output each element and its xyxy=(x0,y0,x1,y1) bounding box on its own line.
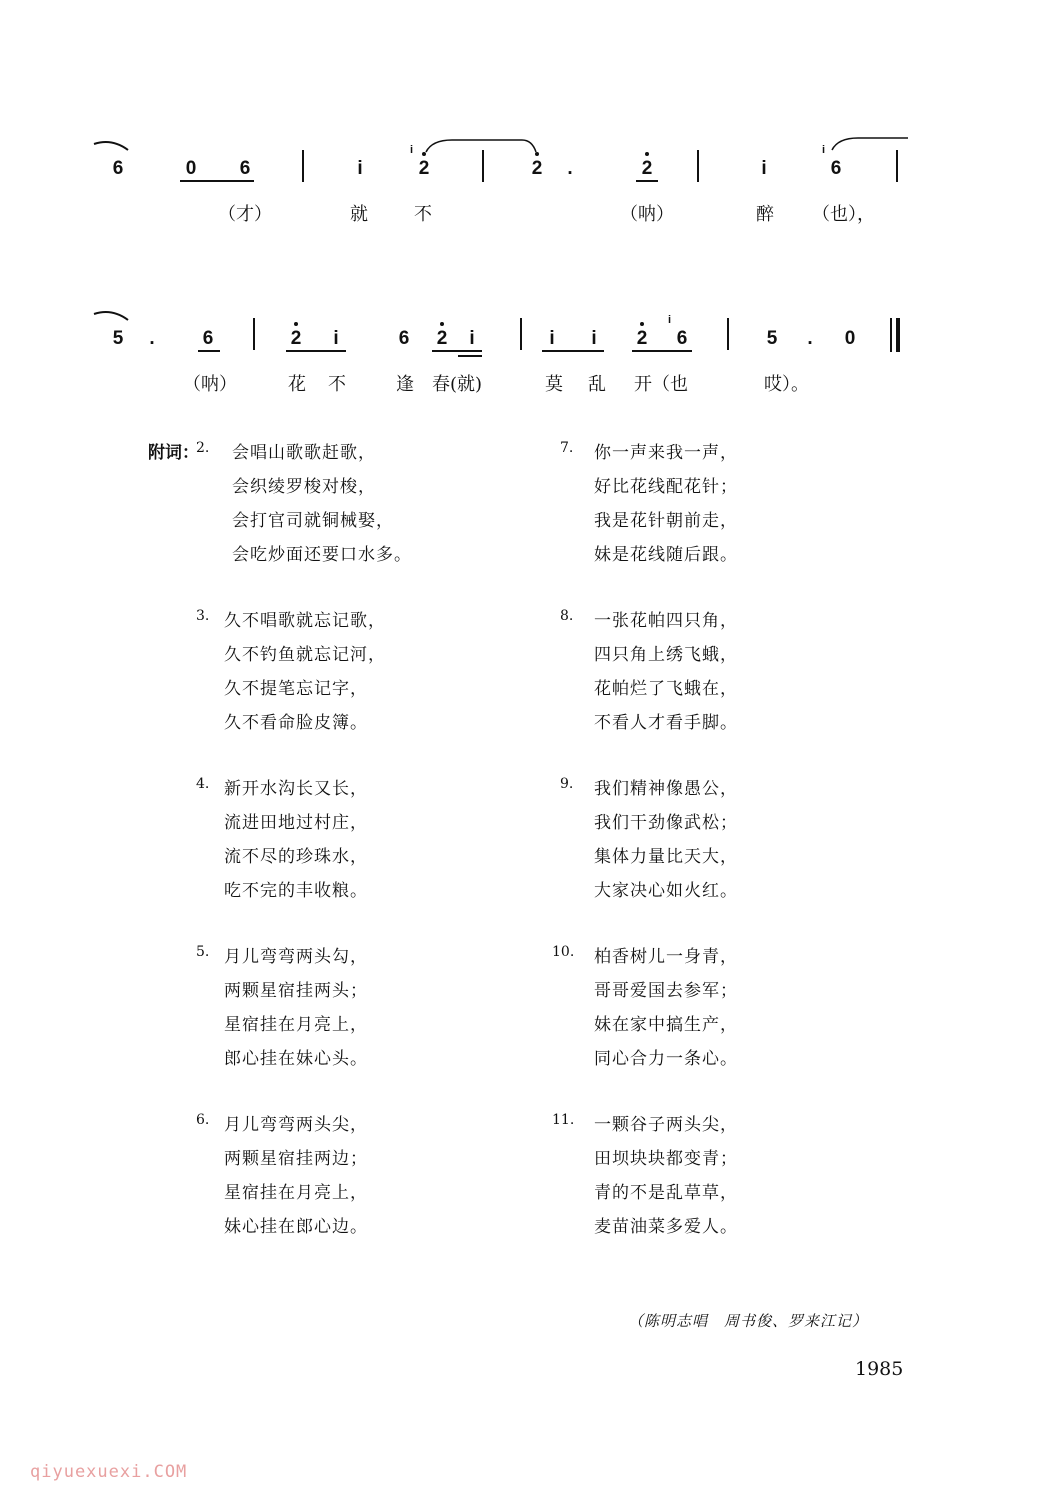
lyric: 就 xyxy=(350,204,368,225)
verse-line: 会唱山歌歌赶歌， xyxy=(232,443,376,463)
verse-line: 两颗星宿挂两边； xyxy=(224,1149,368,1169)
verse-line: 久不唱歌就忘记歌， xyxy=(224,611,386,631)
verse-line: 你一声来我一声， xyxy=(594,443,738,463)
note: 6 xyxy=(239,158,251,179)
verse-line: 一张花帕四只角， xyxy=(594,611,738,631)
slur-mark xyxy=(422,136,540,156)
beam-underline xyxy=(636,180,658,182)
dot-extension: . xyxy=(807,328,813,349)
beam-underline xyxy=(542,350,604,352)
note: 0 xyxy=(844,328,856,349)
note: 6 xyxy=(202,328,214,349)
note: i xyxy=(591,328,597,349)
final-bar-line-thick xyxy=(896,318,900,352)
verse-line: 青的不是乱草草， xyxy=(594,1183,738,1203)
bar-line xyxy=(697,150,699,182)
watermark: qiyuexuexi.COM xyxy=(30,1462,188,1482)
verse-line: 郎心挂在妹心头。 xyxy=(224,1049,368,1069)
lyric: 花 xyxy=(288,374,306,395)
lyric: 莫 xyxy=(545,374,563,395)
verse-line: 大家决心如火红。 xyxy=(594,881,738,901)
note: i xyxy=(549,328,555,349)
bar-line xyxy=(253,318,255,350)
dot-extension: . xyxy=(149,328,155,349)
verse-line: 两颗星宿挂两头； xyxy=(224,981,368,1001)
verse-line: 星宿挂在月亮上， xyxy=(224,1183,368,1203)
note: 2 xyxy=(412,158,436,180)
verse-line: 麦苗油菜多爱人。 xyxy=(594,1217,738,1237)
verse-number: 9. xyxy=(560,776,574,792)
verse-line: 我们干劲像武松； xyxy=(594,813,738,833)
lyric: （呐） xyxy=(620,204,674,225)
note: i xyxy=(761,158,767,179)
grace-note: i xyxy=(410,144,414,156)
bar-line xyxy=(302,150,304,182)
verse-number: 2. xyxy=(196,440,210,456)
bar-line xyxy=(482,150,484,182)
verse-line: 流不尽的珍珠水， xyxy=(224,847,368,867)
note: i xyxy=(333,328,339,349)
beam-underline xyxy=(198,350,220,352)
verse-line: 久不提笔忘记字， xyxy=(224,679,368,699)
dot-extension: . xyxy=(567,158,573,179)
beam-underline xyxy=(632,350,692,352)
beam-underline xyxy=(180,180,254,182)
verse-line: 好比花线配花针； xyxy=(594,477,738,497)
verse-line: 久不看命脸皮簿。 xyxy=(224,713,368,733)
note: i xyxy=(469,328,475,349)
bar-line xyxy=(520,318,522,350)
verse-number: 6. xyxy=(196,1112,210,1128)
verse-line: 田坝块块都变青； xyxy=(594,1149,738,1169)
verse-line: 妹在家中搞生产， xyxy=(594,1015,738,1035)
verse-line: 四只角上绣飞蛾， xyxy=(594,645,738,665)
verse-line: 哥哥爱国去参军； xyxy=(594,981,738,1001)
lyric: 醉 xyxy=(756,204,774,225)
lyric: 不 xyxy=(414,204,432,225)
lyric: 不 xyxy=(328,374,346,395)
verse-line: 一颗谷子两头尖， xyxy=(594,1115,738,1135)
verse-line: 会织绫罗梭对梭， xyxy=(232,477,376,497)
note: 0 xyxy=(185,158,197,179)
beam-underline xyxy=(286,350,346,352)
slur-mark xyxy=(92,306,132,326)
credit-line: （陈明志唱 周书俊、罗来江记） xyxy=(628,1312,869,1330)
verse-number: 7. xyxy=(560,440,574,456)
verse-line: 不看人才看手脚。 xyxy=(594,713,738,733)
verse-line: 我是花针朝前走， xyxy=(594,511,738,531)
verse-line: 妹是花线随后跟。 xyxy=(594,545,738,565)
lyric: 哎）。 xyxy=(764,374,809,395)
note: 2 xyxy=(430,328,454,350)
verse-line: 月儿弯弯两头勾， xyxy=(224,947,368,967)
note: 5 xyxy=(766,328,778,349)
appendix-label: 附词： xyxy=(148,443,199,463)
note: 6 xyxy=(112,158,124,179)
final-bar-line-thin xyxy=(890,318,892,352)
verse-number: 10. xyxy=(552,944,575,960)
verse-line: 会打官司就铜械娶， xyxy=(232,511,394,531)
verse-line: 久不钓鱼就忘记河， xyxy=(224,645,386,665)
verse-number: 4. xyxy=(196,776,210,792)
lyric: 逢 xyxy=(396,374,414,395)
verse-line: 我们精神像愚公， xyxy=(594,779,738,799)
verse-line: 妹心挂在郎心边。 xyxy=(224,1217,368,1237)
verse-number: 11. xyxy=(552,1112,575,1128)
verse-number: 8. xyxy=(560,608,574,624)
verse-line: 吃不完的丰收粮。 xyxy=(224,881,368,901)
lyric: （才） xyxy=(218,204,272,225)
verse-line: 花帕烂了飞蛾在， xyxy=(594,679,738,699)
bar-line xyxy=(896,150,898,182)
verse-line: 月儿弯弯两头尖， xyxy=(224,1115,368,1135)
verse-line: 新开水沟长又长， xyxy=(224,779,368,799)
bar-line xyxy=(727,318,729,350)
note: 2 xyxy=(630,328,654,350)
page-number: 1985 xyxy=(855,1358,904,1380)
note: 6 xyxy=(398,328,410,349)
note: 2 xyxy=(635,158,659,180)
verse-line: 柏香树儿一身青， xyxy=(594,947,738,967)
lyric: 春(就) xyxy=(432,374,483,395)
note: 6 xyxy=(830,158,842,179)
grace-note: i xyxy=(822,144,826,156)
verse-line: 同心合力一条心。 xyxy=(594,1049,738,1069)
note: i xyxy=(357,158,363,179)
lyric: 开（也 xyxy=(634,374,688,395)
beam-underline xyxy=(458,355,482,357)
slur-mark xyxy=(92,136,132,156)
lyric: 乱 xyxy=(588,374,606,395)
beam-underline xyxy=(432,350,482,352)
verse-line: 会吃炒面还要口水多。 xyxy=(232,545,412,565)
note: 2 xyxy=(284,328,308,350)
verse-number: 3. xyxy=(196,608,210,624)
note: 6 xyxy=(676,328,688,349)
verse-line: 星宿挂在月亮上， xyxy=(224,1015,368,1035)
verse-number: 5. xyxy=(196,944,210,960)
verse-line: 流进田地过村庄， xyxy=(224,813,368,833)
verse-line: 集体力量比天大， xyxy=(594,847,738,867)
lyric: （呐） xyxy=(183,374,237,395)
note: 5 xyxy=(112,328,124,349)
grace-note: i xyxy=(668,314,672,326)
lyric: （也）， xyxy=(812,204,875,225)
note: 2 xyxy=(525,158,549,180)
